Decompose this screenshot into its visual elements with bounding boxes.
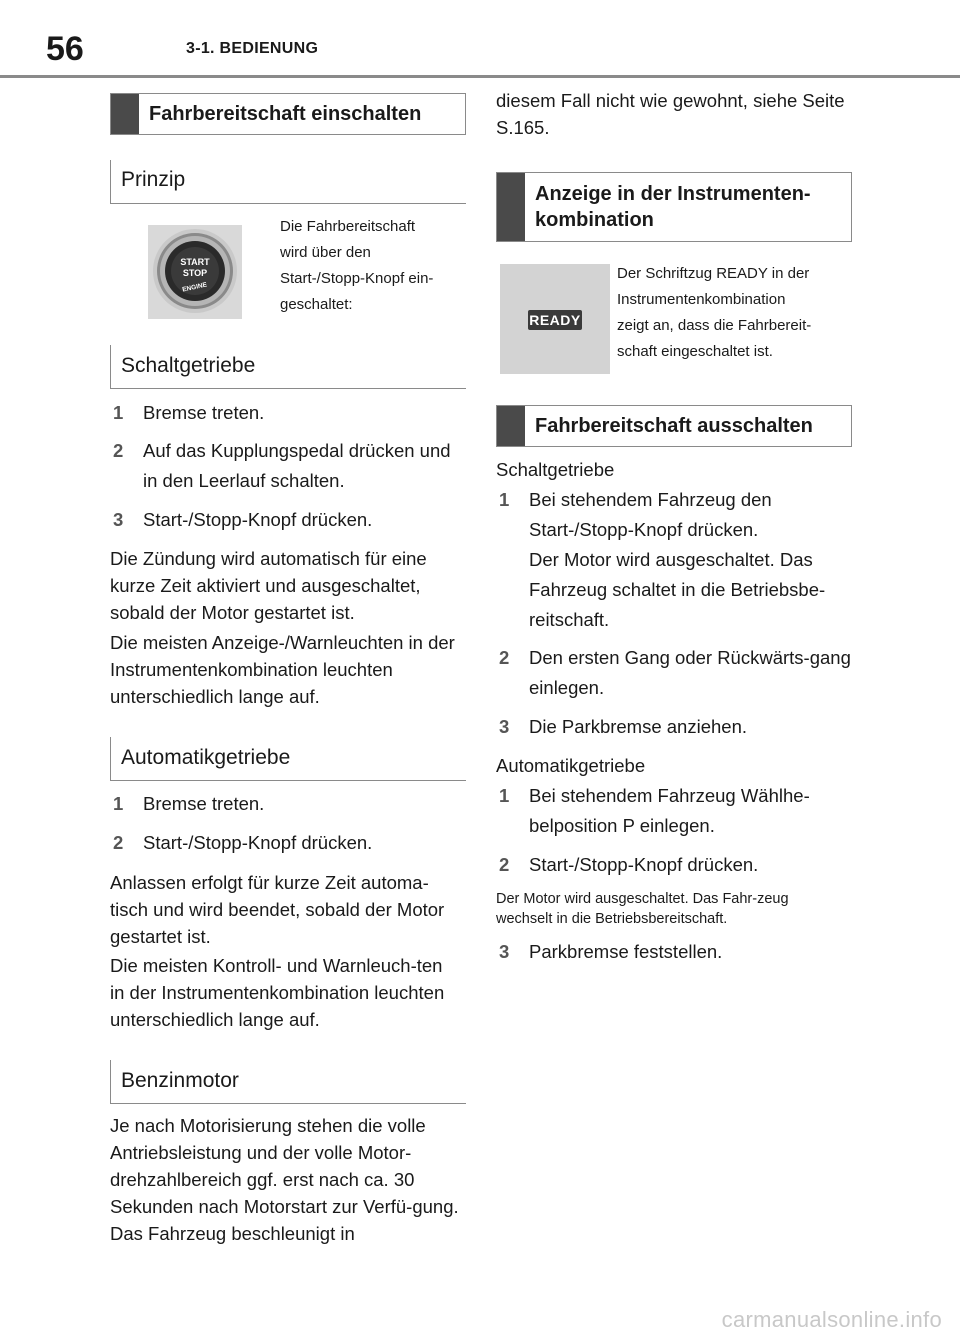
step-text: Start-/Stopp-Knopf drücken. bbox=[143, 832, 373, 853]
step-text: Die Parkbremse anziehen. bbox=[529, 716, 747, 737]
step-text: Start-/Stopp-Knopf drücken. bbox=[143, 509, 373, 530]
label-automatikgetriebe: Automatikgetriebe bbox=[496, 755, 646, 776]
caption-line: wird über den bbox=[280, 244, 371, 261]
step-item bbox=[496, 712, 852, 742]
step-number: 3 bbox=[113, 509, 124, 530]
section-heading-text: Fahrbereitschaft einschalten bbox=[149, 103, 422, 125]
caption-line: Start-/Stopp-Knopf ein- bbox=[280, 270, 434, 287]
step-item bbox=[496, 643, 852, 703]
chapter-title: 3-1. BEDIENUNG bbox=[186, 40, 319, 57]
subheading-benzinmotor: Benzinmotor bbox=[110, 1060, 466, 1104]
step-number: 3 bbox=[499, 941, 510, 962]
subheading-schaltgetriebe: Schaltgetriebe bbox=[110, 345, 466, 389]
label-schaltgetriebe: Schaltgetriebe bbox=[496, 459, 615, 480]
heading-bar bbox=[111, 94, 139, 134]
step-item bbox=[110, 436, 466, 496]
caption-line: Die Fahrbereitschaft bbox=[280, 218, 416, 235]
section-heading-text: Anzeige in der Instrumenten-kombination bbox=[535, 183, 811, 231]
anzeige-caption bbox=[617, 261, 852, 365]
paragraph: Die meisten Anzeige-/Warnleuchten in der Instrumentenkombination leuchten unterschiedlich lange auf. bbox=[110, 632, 455, 707]
paragraph: Je nach Motorisierung stehen die volle Antriebsleistung und der volle Motor-drehzahlbereich ggf. erst nach ca. 30 Sekunden nach Motorstart zur Verfü-gung. Das Fahrzeug beschleunigt in bbox=[110, 1115, 459, 1244]
step-number: 1 bbox=[499, 785, 510, 806]
step-number: 3 bbox=[499, 716, 510, 737]
step-item bbox=[496, 781, 852, 841]
step-text: Bei stehendem Fahrzeug den Start-/Stopp-Knopf drücken. bbox=[529, 489, 772, 540]
step-text: Den ersten Gang oder Rückwärts-gang einlegen. bbox=[529, 647, 851, 698]
section-heading-text: Fahrbereitschaft ausschalten bbox=[535, 415, 813, 437]
step-text: Der Motor wird ausgeschaltet. Das Fahrzeug schaltet in die Betriebsbe-reitschaft. bbox=[529, 549, 826, 630]
step-item bbox=[496, 545, 852, 635]
step-number: 1 bbox=[113, 402, 124, 423]
step-number: 2 bbox=[113, 440, 124, 461]
step-item bbox=[110, 789, 466, 819]
paragraph: Die Zündung wird automatisch für eine kurze Zeit aktiviert und ausgeschaltet, sobald der Motor gestartet ist. bbox=[110, 548, 427, 623]
step-item bbox=[110, 398, 466, 428]
step-number: 2 bbox=[113, 832, 124, 853]
page-number: 56 bbox=[46, 30, 84, 68]
ready-display-image bbox=[500, 264, 610, 374]
step-text: Bei stehendem Fahrzeug Wählhe-belposition P einlegen. bbox=[529, 785, 810, 836]
step-item bbox=[110, 828, 466, 858]
step-item bbox=[496, 937, 852, 967]
button-label-engine: ENGINE bbox=[181, 281, 208, 294]
step-text: Start-/Stopp-Knopf drücken. bbox=[529, 854, 759, 875]
step-text: Parkbremse feststellen. bbox=[529, 941, 723, 962]
heading-bar bbox=[497, 173, 525, 241]
heading-bar bbox=[497, 406, 525, 446]
step-text: Auf das Kupplungspedal drücken und in den Leerlauf schalten. bbox=[143, 440, 451, 491]
ready-indicator: READY bbox=[529, 312, 581, 328]
button-label-stop: STOP bbox=[182, 268, 208, 278]
step-number: 2 bbox=[499, 647, 510, 668]
paragraph: Anlassen erfolgt für kurze Zeit automa-tisch und wird beendet, sobald der Motor gestartet ist. bbox=[110, 872, 445, 947]
start-stop-button-image bbox=[148, 225, 242, 319]
subheading-automatikgetriebe: Automatikgetriebe bbox=[110, 737, 466, 781]
step-item bbox=[496, 850, 852, 880]
step-text: Bremse treten. bbox=[143, 402, 265, 423]
caption-line: Instrumentenkombination bbox=[617, 291, 786, 308]
section-heading-anzeige bbox=[496, 172, 852, 242]
caption-line: geschaltet: bbox=[280, 296, 353, 313]
header-rule bbox=[0, 75, 960, 78]
paragraph: Die meisten Kontroll- und Warnleuch-ten in der Instrumentenkombination leuchten unterschiedlich lange auf. bbox=[110, 955, 445, 1030]
caption-line: schaft eingeschaltet ist. bbox=[617, 343, 773, 360]
paragraph-continuation: diesem Fall nicht wie gewohnt, siehe Seite S.165. bbox=[496, 90, 845, 138]
button-label-start: START bbox=[180, 257, 210, 267]
prinzip-caption bbox=[280, 214, 466, 318]
caption-line: zeigt an, dass die Fahrbereit- bbox=[617, 317, 812, 334]
step-text: Bremse treten. bbox=[143, 793, 265, 814]
step-item bbox=[110, 505, 466, 535]
section-heading-einschalten bbox=[110, 93, 466, 135]
step-item bbox=[496, 485, 852, 545]
watermark: carmanualsonline.info bbox=[721, 1307, 942, 1332]
section-heading-ausschalten bbox=[496, 405, 852, 447]
note-text: Der Motor wird ausgeschaltet. Das Fahr-zeug wechselt in die Betriebsbereitschaft. bbox=[496, 891, 789, 927]
page-header bbox=[0, 0, 960, 80]
subheading-prinzip: Prinzip bbox=[110, 160, 466, 204]
step-number: 1 bbox=[113, 793, 124, 814]
step-number: 2 bbox=[499, 854, 510, 875]
caption-line: Der Schriftzug READY in der bbox=[617, 265, 810, 282]
step-number: 1 bbox=[499, 489, 510, 510]
